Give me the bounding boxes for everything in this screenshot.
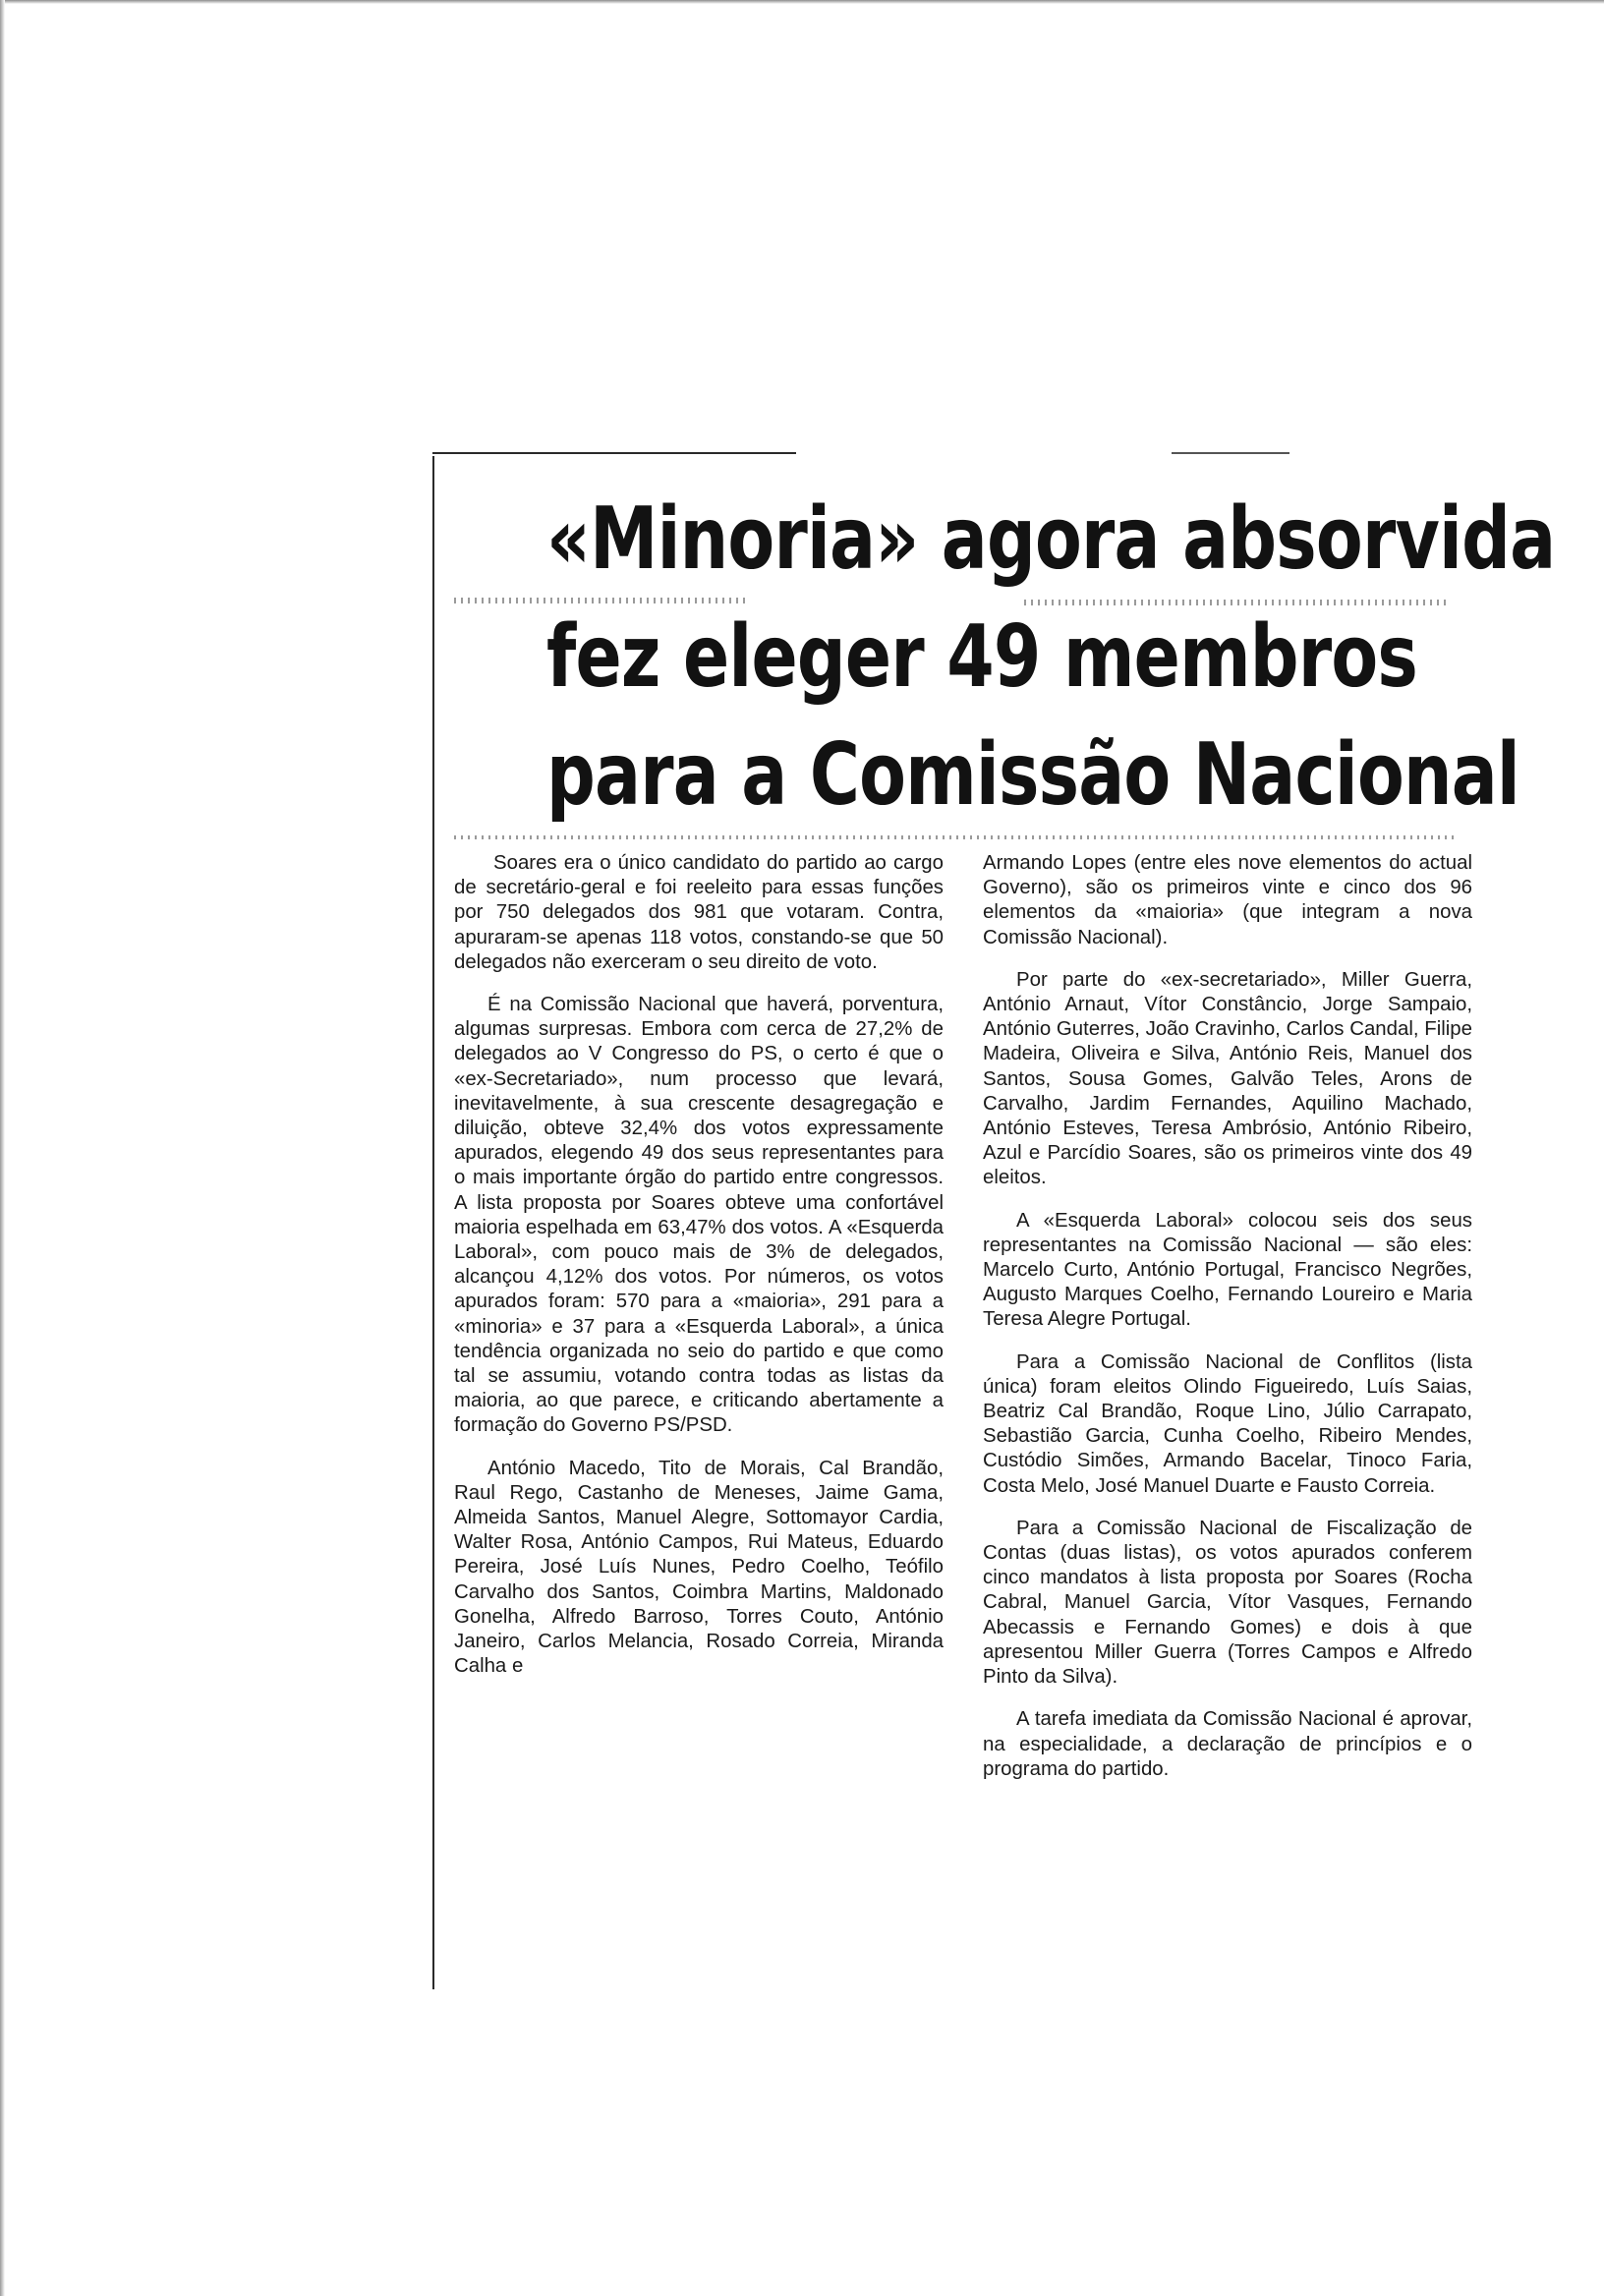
headline (546, 480, 1556, 833)
print-noise (454, 835, 1457, 839)
paragraph-continued: Armando Lopes (entre eles nove elementos do actual Governo), são os primeiros vinte e cinco dos 96 elementos da «maioria» (que integram a nova Comissão Nacional). (983, 852, 1472, 948)
print-noise (454, 598, 749, 603)
paragraph: Soares era o único candidato do partido ao cargo de secretário-geral e foi reeleito para essas funções por 750 delegados dos 981 que votaram. Contra, apuraram-se apenas 118 votos, constando-se que 50 delegados não exerceram o seu direito de voto. (454, 852, 944, 973)
print-noise (1024, 600, 1447, 605)
clipping-border-left (432, 456, 434, 1989)
clipping-border-top-right (1172, 452, 1289, 454)
page-edge-top (0, 0, 1604, 4)
paragraph: É na Comissão Nacional que haverá, porventura, algumas surpresas. Embora com cerca de 27,2% de delegados ao V Congresso do PS, o certo é que o «ex-Secretariado», num processo que levará, inevitavelmente, à sua crescente desagregação e diluição, obteve 32,4% dos votos expressamente apurados, elegendo 49 dos seus representantes para o mais importante órgão do partido entre congressos. A lista proposta por Soares obteve uma confortável maioria espelhada em 63,47% dos votos. A «Esquerda Laboral», com pouco mais de 3% de delegados, alcançou 4,12% dos votos. Por números, os votos apurados foram: 570 para a «maioria», 291 para a «minoria» e 37 para a «Esquerda Laboral», a única tendência organizada no seio do partido e que como tal se assumiu, votando contra todas as listas da maioria, ao que parece, e criticando abertamente a formação do Governo PS/PSD. (454, 994, 944, 1437)
paragraph: Por parte do «ex-secretariado», Miller Guerra, António Arnaut, Vítor Constâncio, Jorge Sampaio, António Guterres, João Cravinho, Carlos Candal, Filipe Madeira, Oliveira e Silva, António Reis, Manuel dos Santos, Sousa Gomes, Galvão Teles, Arons de Carvalho, Jardim Fernandes, Aquilino Machado, António Esteves, Teresa Ambrósio, António Ribeiro, Azul e Parcídio Soares, são os primeiros vinte dos 49 eleitos. (983, 968, 1472, 1189)
paragraph: A «Esquerda Laboral» colocou seis dos seus representantes na Comissão Nacional — são eles: Marcelo Curto, António Portugal, Francisco Negrões, Augusto Marques Coelho, Fernando Loureiro e Maria Teresa Alegre Portugal. (983, 1209, 1472, 1331)
article-column-left (454, 851, 944, 1697)
paragraph: António Macedo, Tito de Morais, Cal Brandão, Raul Rego, Castanho de Meneses, Jaime Gama, Almeida Santos, Manuel Alegre, Sottomayor Cardia, Walter Rosa, António Campos, Rui Mateus, Eduardo Pereira, José Luís Nunes, Pedro Coelho, Teófilo Carvalho dos Santos, Coimbra Martins, Maldonado Gonelha, Alfredo Barroso, Torres Couto, António Janeiro, Carlos Melancia, Rosado Correia, Miranda Calha e (454, 1457, 944, 1678)
paragraph: Para a Comissão Nacional de Fiscalização de Contas (duas listas), os votos apurados conferem cinco mandatos à lista proposta por Soares (Rocha Cabral, Manuel Garcia, Vítor Vasques, Fernando Abecassis e Fernando Gomes) e dois à que apresentou Miller Guerra (Torres Campos e Alfredo Pinto da Silva). (983, 1517, 1472, 1689)
page-edge-left (0, 0, 5, 2296)
article-column-right (983, 851, 1472, 1800)
paragraph: A tarefa imediata da Comissão Nacional é aprovar, na especialidade, a declaração de princípios e o programa do partido. (983, 1708, 1472, 1780)
clipping-border-top (432, 452, 796, 454)
headline-line-3: para a Comissão Nacional (546, 724, 1519, 825)
headline-line-1: «Minoria» agora absorvida (546, 488, 1556, 589)
paragraph: Para a Comissão Nacional de Conflitos (lista única) foram eleitos Olindo Figueiredo, Luís Saias, Beatriz Cal Brandão, Roque Lino, Júlio Carrapato, Sebastião Garcia, Cunha Coelho, Ribeiro Mendes, Custódio Simões, Armando Bacelar, Tinoco Faria, Costa Melo, José Manuel Duarte e Fausto Correia. (983, 1350, 1472, 1497)
headline-line-2: fez eleger 49 membros (546, 606, 1417, 707)
newspaper-clipping (425, 442, 1556, 1985)
